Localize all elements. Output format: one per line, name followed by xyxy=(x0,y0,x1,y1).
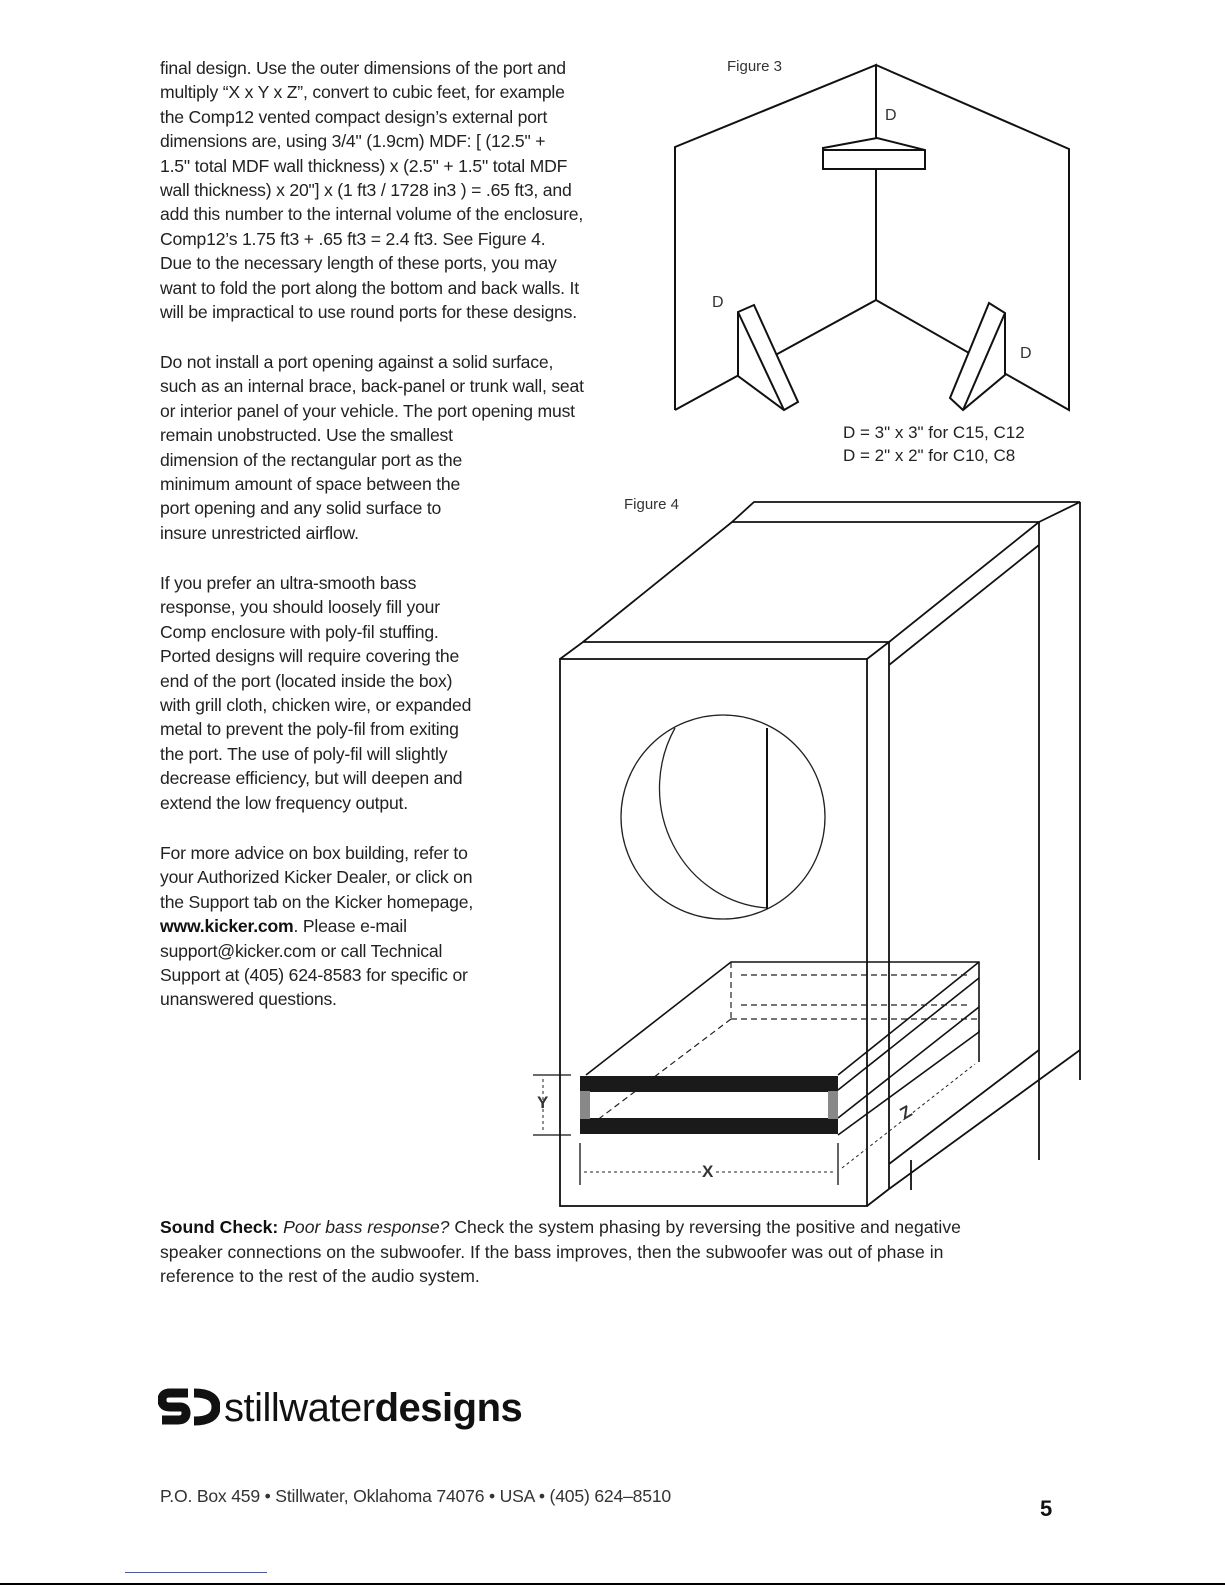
text-line: unanswered questions. xyxy=(160,989,337,1010)
text-fragment: Check the system phasing by reversing the positive and negative xyxy=(449,1217,961,1237)
page-number: 5 xyxy=(1040,1496,1053,1521)
text-line: decrease efficiency, but will deepen and xyxy=(160,768,463,789)
text-line: port opening and any solid surface to xyxy=(160,498,442,519)
text-line: Ported designs will require covering the xyxy=(160,646,460,667)
text-line: with grill cloth, chicken wire, or expanded xyxy=(160,695,472,716)
text-line: wall thickness) x 20"] x (1 ft3 / 1728 in3 ) = .65 ft3, and xyxy=(160,180,572,201)
website-link[interactable]: www.kicker.com xyxy=(160,916,294,937)
dim-x-label: X xyxy=(702,1162,714,1181)
text-line: final design. Use the outer dimensions of the port and xyxy=(160,58,566,78)
brace-label-right: D xyxy=(1020,345,1032,362)
sound-check-note xyxy=(160,1215,1070,1289)
port-body xyxy=(586,962,979,1135)
text-line: remain unobstructed. Use the smallest xyxy=(160,425,453,446)
hyperlink-underline xyxy=(125,1572,267,1573)
text-line: metal to prevent the poly-fil from exiting xyxy=(160,719,459,740)
text-line: add this number to the internal volume of the enclosure, xyxy=(160,204,584,225)
text-line: minimum amount of space between the xyxy=(160,474,461,495)
brace-label-top: D xyxy=(885,107,897,124)
text-line xyxy=(160,1215,1070,1240)
sd-logo-icon xyxy=(158,1387,220,1436)
sound-check-heading: Sound Check: xyxy=(160,1217,279,1237)
text-line: dimension of the rectangular port as the xyxy=(160,449,463,470)
text-line: reference to the rest of the audio system. xyxy=(160,1266,480,1286)
logo-text-light: stillwater xyxy=(224,1386,375,1430)
text-line: If you prefer an ultra-smooth bass xyxy=(160,573,417,593)
text-line: the port. The use of poly-fil will slightly xyxy=(160,743,448,764)
text-line: speaker connections on the subwoofer. If the bass improves, then the subwoofer was out of phase in xyxy=(160,1241,944,1262)
text-line: extend the low frequency output. xyxy=(160,792,408,813)
text-line: insure unrestricted airflow. xyxy=(160,522,359,543)
port-opening-top-wall xyxy=(580,1076,838,1092)
dim-y-label: Y xyxy=(537,1093,549,1112)
text-line: For more advice on box building, refer to xyxy=(160,843,468,863)
caption-line: D = 3" x 3" for C15, C12 xyxy=(843,423,1025,442)
text-line: the Comp12 vented compact design’s external port xyxy=(160,106,548,127)
caption-line: D = 2" x 2" for C10, C8 xyxy=(843,446,1016,465)
company-address: P.O. Box 459 • Stillwater, Oklahoma 74076 • USA • (405) 624–8510 xyxy=(160,1486,671,1506)
text-line: Do not install a port opening against a solid surface, xyxy=(160,352,554,372)
text-line: Due to the necessary length of these ports, you may xyxy=(160,253,557,274)
text-line: end of the port (located inside the box) xyxy=(160,670,453,691)
text-line: such as an internal brace, back-panel or trunk wall, seat xyxy=(160,376,584,397)
text-line: Support at (405) 624-8583 for specific or xyxy=(160,965,468,986)
sound-check-question: Poor bass response? xyxy=(283,1217,450,1237)
text-line: response, you should loosely fill your xyxy=(160,597,440,618)
brace-label-left: D xyxy=(712,294,724,311)
text-line: will be impractical to use round ports for these designs. xyxy=(160,302,577,323)
text-line: your Authorized Kicker Dealer, or click on xyxy=(160,867,473,888)
logo-text-bold: designs xyxy=(374,1386,523,1430)
text-line: Comp enclosure with poly-fil stuffing. xyxy=(160,621,439,642)
speaker-cutout xyxy=(621,715,825,919)
text-line: want to fold the port along the bottom and back walls. It xyxy=(160,277,579,298)
port-opening-bottom-wall xyxy=(580,1118,838,1134)
text-line: dimensions are, using 3/4" (1.9cm) MDF: [ (12.5" + xyxy=(160,131,546,152)
text-line: Comp12’s 1.75 ft3 + .65 ft3 = 2.4 ft3. See Figure 4. xyxy=(160,228,546,249)
text-fragment: . Please e-mail xyxy=(293,916,407,937)
text-line: or interior panel of your vehicle. The port opening must xyxy=(160,400,575,421)
text-line: support@kicker.com or call Technical xyxy=(160,940,443,961)
stillwater-designs-logo xyxy=(158,1386,522,1436)
dim-z-label: Z xyxy=(896,1101,916,1124)
figure-3-label: Figure 3 xyxy=(727,58,783,75)
text-line: multiply “X x Y x Z”, convert to cubic feet, for example xyxy=(160,82,565,103)
top-panel xyxy=(583,522,1039,642)
text-line: the Support tab on the Kicker homepage, xyxy=(160,891,474,912)
figure-4-label: Figure 4 xyxy=(624,496,680,513)
text-line: 1.5" total MDF wall thickness) x (2.5" + 1.5" total MDF xyxy=(160,155,568,176)
